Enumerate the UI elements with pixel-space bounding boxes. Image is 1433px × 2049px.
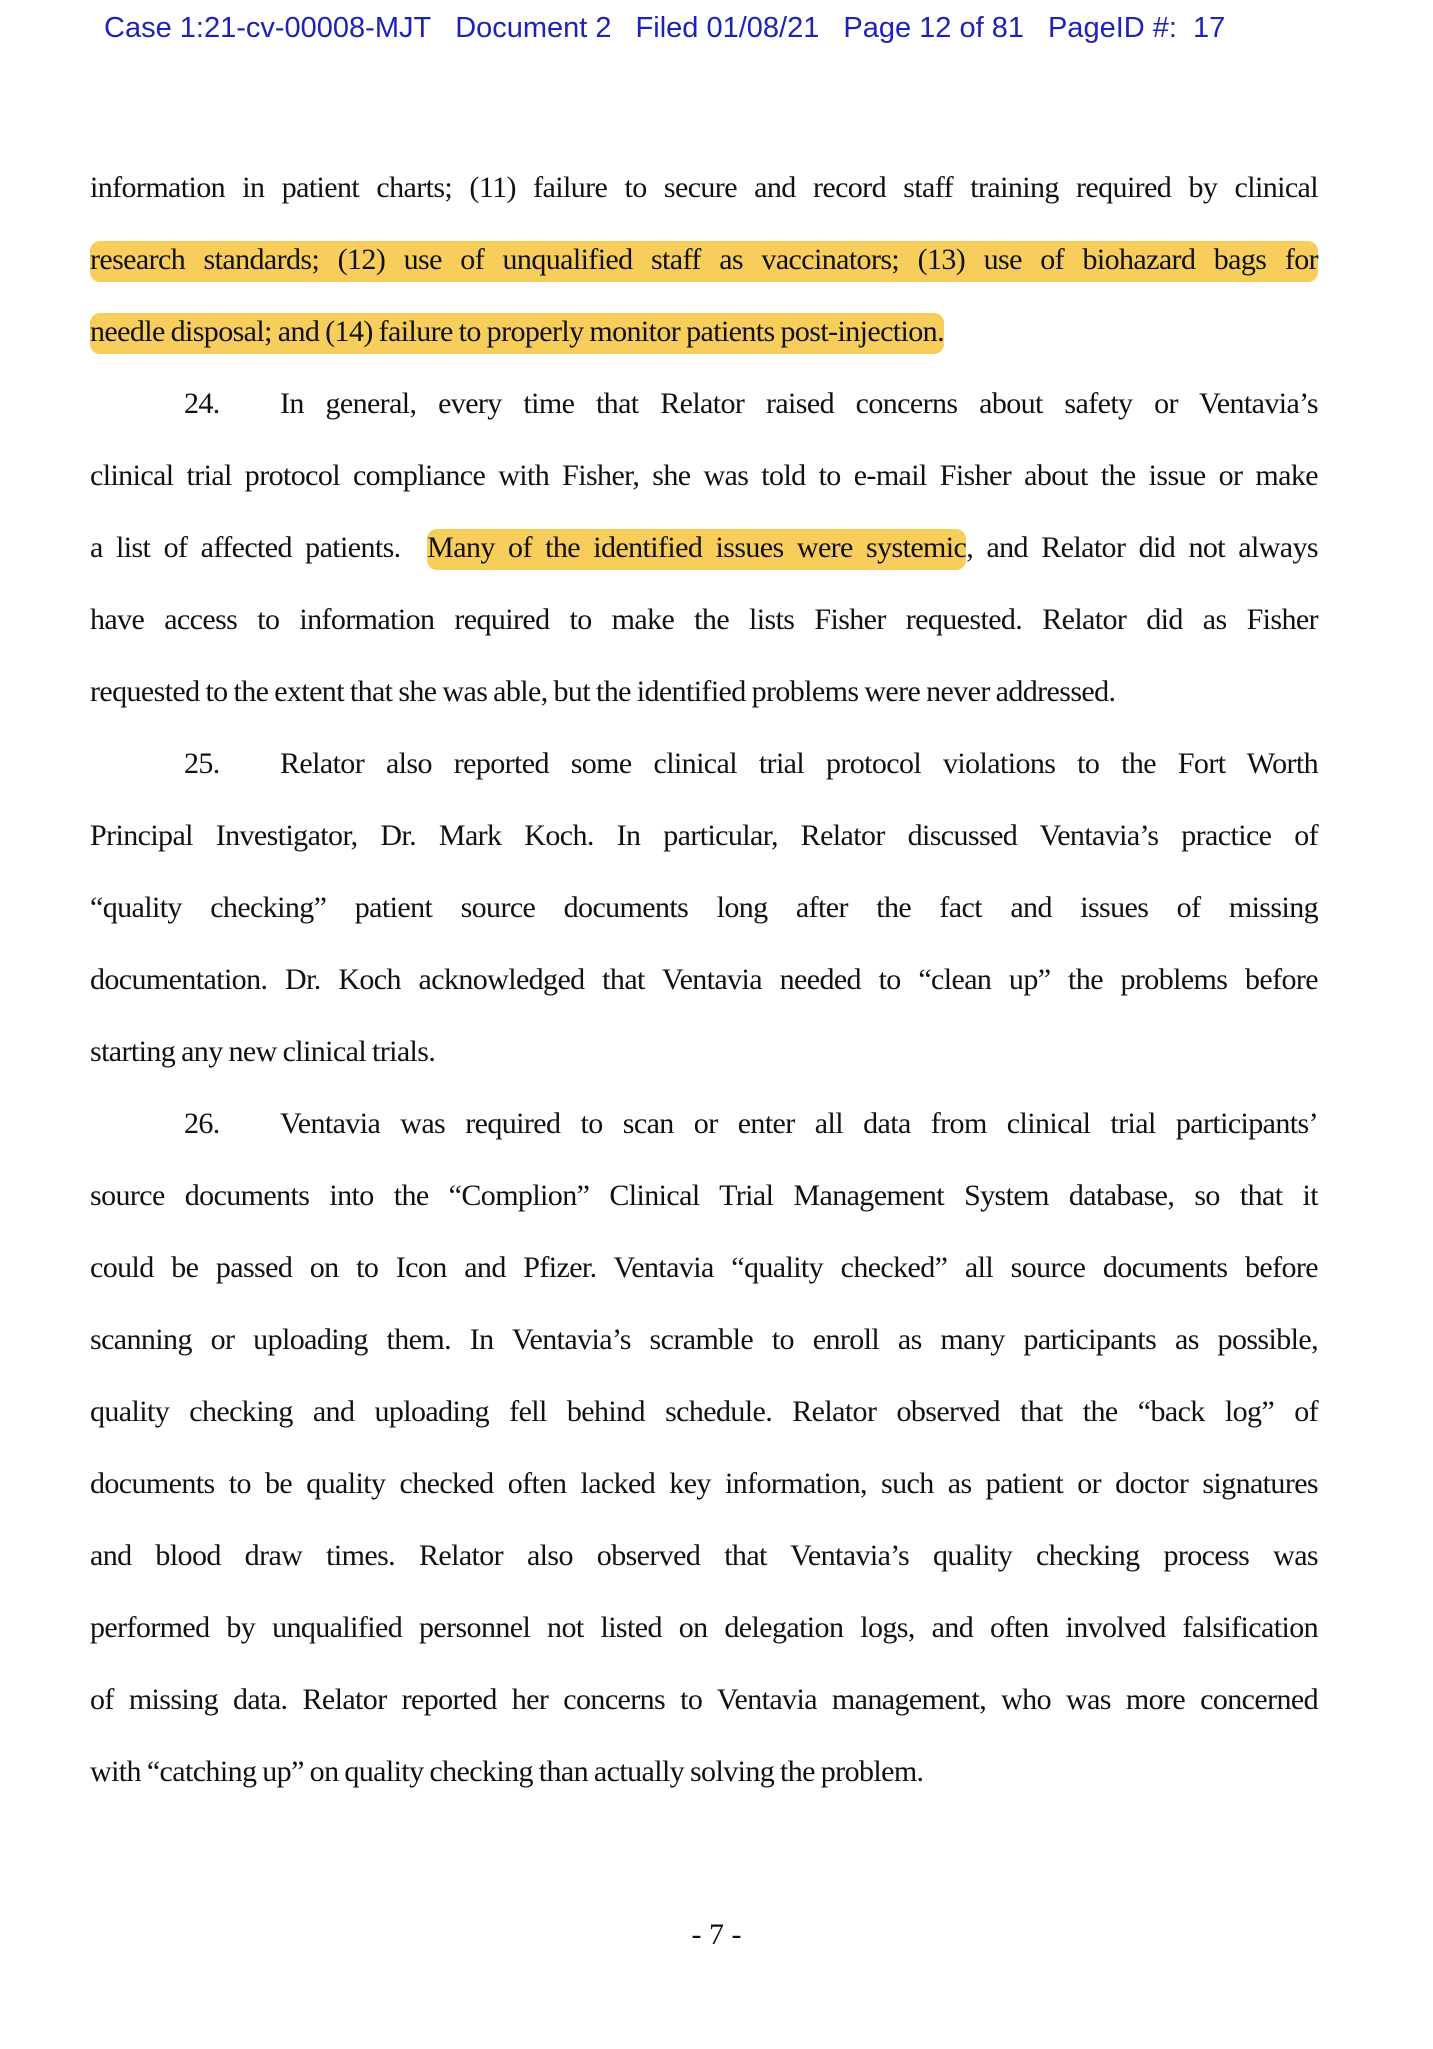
- case-number: Case 1:21-cv-00008-MJT: [104, 12, 432, 44]
- text-segment: , and Relator did not always: [966, 531, 1318, 564]
- paragraph-24-first-line: [90, 379, 1318, 451]
- text-line: and blood draw times. Relator also observed that Ventavia’s quality checking process was: [90, 1539, 1318, 1572]
- document-number: Document 2: [455, 12, 612, 44]
- text-line: clinical trial protocol compliance with Fisher, she was told to e-mail Fisher about the issue or make: [90, 459, 1318, 492]
- text-line: [90, 235, 1318, 307]
- text-line: scanning or uploading them. In Ventavia’s scramble to enroll as many participants as possible,: [90, 1323, 1318, 1356]
- court-filing-header: [104, 12, 1225, 45]
- text-line: have access to information required to make the lists Fisher requested. Relator did as Fisher: [90, 603, 1318, 636]
- text-line: Relator also reported some clinical trial protocol violations to the Fort Worth: [280, 747, 1318, 780]
- text-line: information in patient charts; (11) failure to secure and record staff training required by clinical: [90, 171, 1318, 204]
- text-line: quality checking and uploading fell behind schedule. Relator observed that the “back log” of: [90, 1395, 1318, 1428]
- page-number: - 7 -: [691, 1918, 742, 1951]
- text-line: In general, every time that Relator raised concerns about safety or Ventavia’s: [280, 387, 1318, 420]
- highlighted-text: Many of the identified issues were systemic: [427, 529, 966, 570]
- text-line: Principal Investigator, Dr. Mark Koch. In particular, Relator discussed Ventavia’s practice of: [90, 819, 1318, 852]
- text-segment: a list of affected patients.: [90, 531, 428, 564]
- text-line: with “catching up” on quality checking than actually solving the problem.: [90, 1755, 924, 1788]
- highlighted-text: needle disposal; and (14) failure to properly monitor patients post-injection.: [90, 313, 944, 354]
- page-count: Page 12 of 81: [843, 12, 1024, 44]
- page-id: PageID #: 17: [1047, 12, 1226, 44]
- filed-date: Filed 01/08/21: [635, 12, 820, 44]
- text-line: of missing data. Relator reported her concerns to Ventavia management, who was more concerned: [90, 1683, 1318, 1716]
- text-line: source documents into the “Complion” Clinical Trial Management System database, so that it: [90, 1179, 1318, 1212]
- text-line: documentation. Dr. Koch acknowledged that Ventavia needed to “clean up” the problems before: [90, 963, 1318, 996]
- highlighted-text: research standards; (12) use of unqualified staff as vaccinators; (13) use of biohazard bags for: [90, 241, 1318, 282]
- text-line: starting any new clinical trials.: [90, 1035, 436, 1068]
- paragraph-26-first-line: [90, 1099, 1318, 1171]
- document-body: [90, 163, 1318, 1819]
- text-line: performed by unqualified personnel not listed on delegation logs, and often involved falsification: [90, 1611, 1318, 1644]
- text-line: [90, 307, 1318, 379]
- text-line: requested to the extent that she was able, but the identified problems were never addressed.: [90, 675, 1116, 708]
- paragraph-number: 24.: [184, 387, 220, 420]
- text-line: documents to be quality checked often lacked key information, such as patient or doctor signatures: [90, 1467, 1318, 1500]
- text-line: “quality checking” patient source documents long after the fact and issues of missing: [90, 891, 1318, 924]
- text-line: [90, 523, 1318, 595]
- text-line: could be passed on to Icon and Pfizer. Ventavia “quality checked” all source documents before: [90, 1251, 1318, 1284]
- paragraph-number: 25.: [184, 747, 220, 780]
- paragraph-number: 26.: [184, 1107, 220, 1140]
- paragraph-25-first-line: [90, 739, 1318, 811]
- text-line: Ventavia was required to scan or enter all data from clinical trial participants’: [280, 1107, 1318, 1140]
